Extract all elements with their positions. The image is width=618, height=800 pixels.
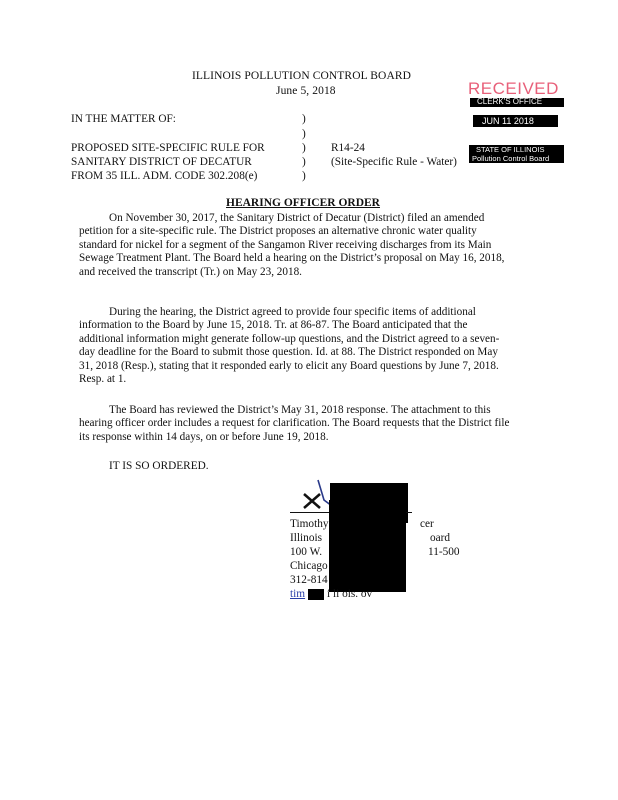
paragraph-line: and received the transcript (Tr.) on May 23, 2018. (79, 265, 302, 278)
email-redaction (308, 589, 324, 600)
paragraph-line: standard for nickel for a segment of the Sangamon River receiving discharges from its Main (79, 238, 492, 251)
paragraph-line: The Board has reviewed the District’s May 31, 2018 response. The attachment to this (109, 404, 491, 416)
caption-paren-3: ) (302, 142, 306, 154)
signer-name: Timothy (290, 518, 329, 530)
caption-paren-5: ) (302, 170, 306, 182)
order-date: June 5, 2018 (276, 85, 336, 97)
caption-line-1: IN THE MATTER OF: (71, 113, 176, 125)
case-number: R14-24 (331, 142, 365, 154)
stamp-clerks-office: CLERK'S OFFICE (477, 97, 543, 106)
stamp-received-text: RECEIVED (468, 79, 559, 98)
stamp-board: Pollution Control Board (472, 154, 550, 163)
signer-org-tail: oard (430, 532, 451, 544)
paragraph-line: Sewage Treatment Plant. The Board held a hearing on the District’s proposal on May 16, 2018, (79, 252, 505, 265)
caption-paren-2: ) (302, 128, 306, 140)
paragraph-line: day deadline for the Board to submit those question. Id. at 88. The District responded on May (79, 346, 498, 359)
caption-line-5: FROM 35 ILL. ADM. CODE 302.208(e) (71, 170, 258, 182)
paragraph-line: During the hearing, the District agreed to provide four specific items of additional (109, 306, 476, 318)
signature-redaction-main (329, 500, 406, 592)
paragraph-line: its response within 14 days, on or before June 19, 2018. (79, 430, 329, 443)
signer-address-tail: 11-500 (428, 546, 460, 558)
caption-paren-1: ) (302, 113, 306, 125)
signer-city: Chicago (290, 560, 328, 572)
signer-address: 100 W. (290, 546, 323, 558)
paragraph-line: On November 30, 2017, the Sanitary District of Decatur (District) filed an amended (109, 212, 485, 224)
document-title: HEARING OFFICER ORDER (226, 197, 380, 209)
paragraph-line: information to the Board by June 15, 2018. Tr. at 86-87. The Board anticipated that the (79, 319, 468, 332)
stamp-date: JUN 11 2018 (482, 116, 534, 126)
paragraph-line: additional information might generate follow-up questions, and the District agreed to a seven- (79, 332, 500, 345)
closing-statement: IT IS SO ORDERED. (109, 460, 209, 472)
signer-email-tail: i li ois. ov (327, 588, 373, 600)
paragraph-3 (79, 404, 549, 444)
caption-paren-4: ) (302, 156, 306, 168)
paragraph-1 (79, 212, 549, 279)
signer-org: Illinois (290, 532, 323, 544)
agency-title: ILLINOIS POLLUTION CONTROL BOARD (192, 70, 412, 82)
signer-email[interactable]: tim (290, 588, 306, 600)
caption-line-4: SANITARY DISTRICT OF DECATUR (71, 156, 252, 168)
caption-line-3: PROPOSED SITE-SPECIFIC RULE FOR (71, 142, 265, 154)
case-type: (Site-Specific Rule - Water) (331, 156, 457, 168)
stamp-state: STATE OF ILLINOIS (476, 145, 545, 154)
paragraph-2 (79, 306, 549, 386)
paragraph-line: 31, 2018 (Resp.), stating that it responded early to elicit any Board questions by June 7, 2018. (79, 359, 499, 372)
signer-phone: 312-814 (290, 574, 328, 586)
paragraph-line: hearing officer order includes a request for clarification. The Board requests that the District file (79, 417, 510, 430)
signer-name-tail: cer (420, 518, 434, 530)
paragraph-line: petition for a site-specific rule. The District proposes an alternative chronic water quality (79, 225, 477, 238)
paragraph-line: Resp. at 1. (79, 373, 127, 386)
